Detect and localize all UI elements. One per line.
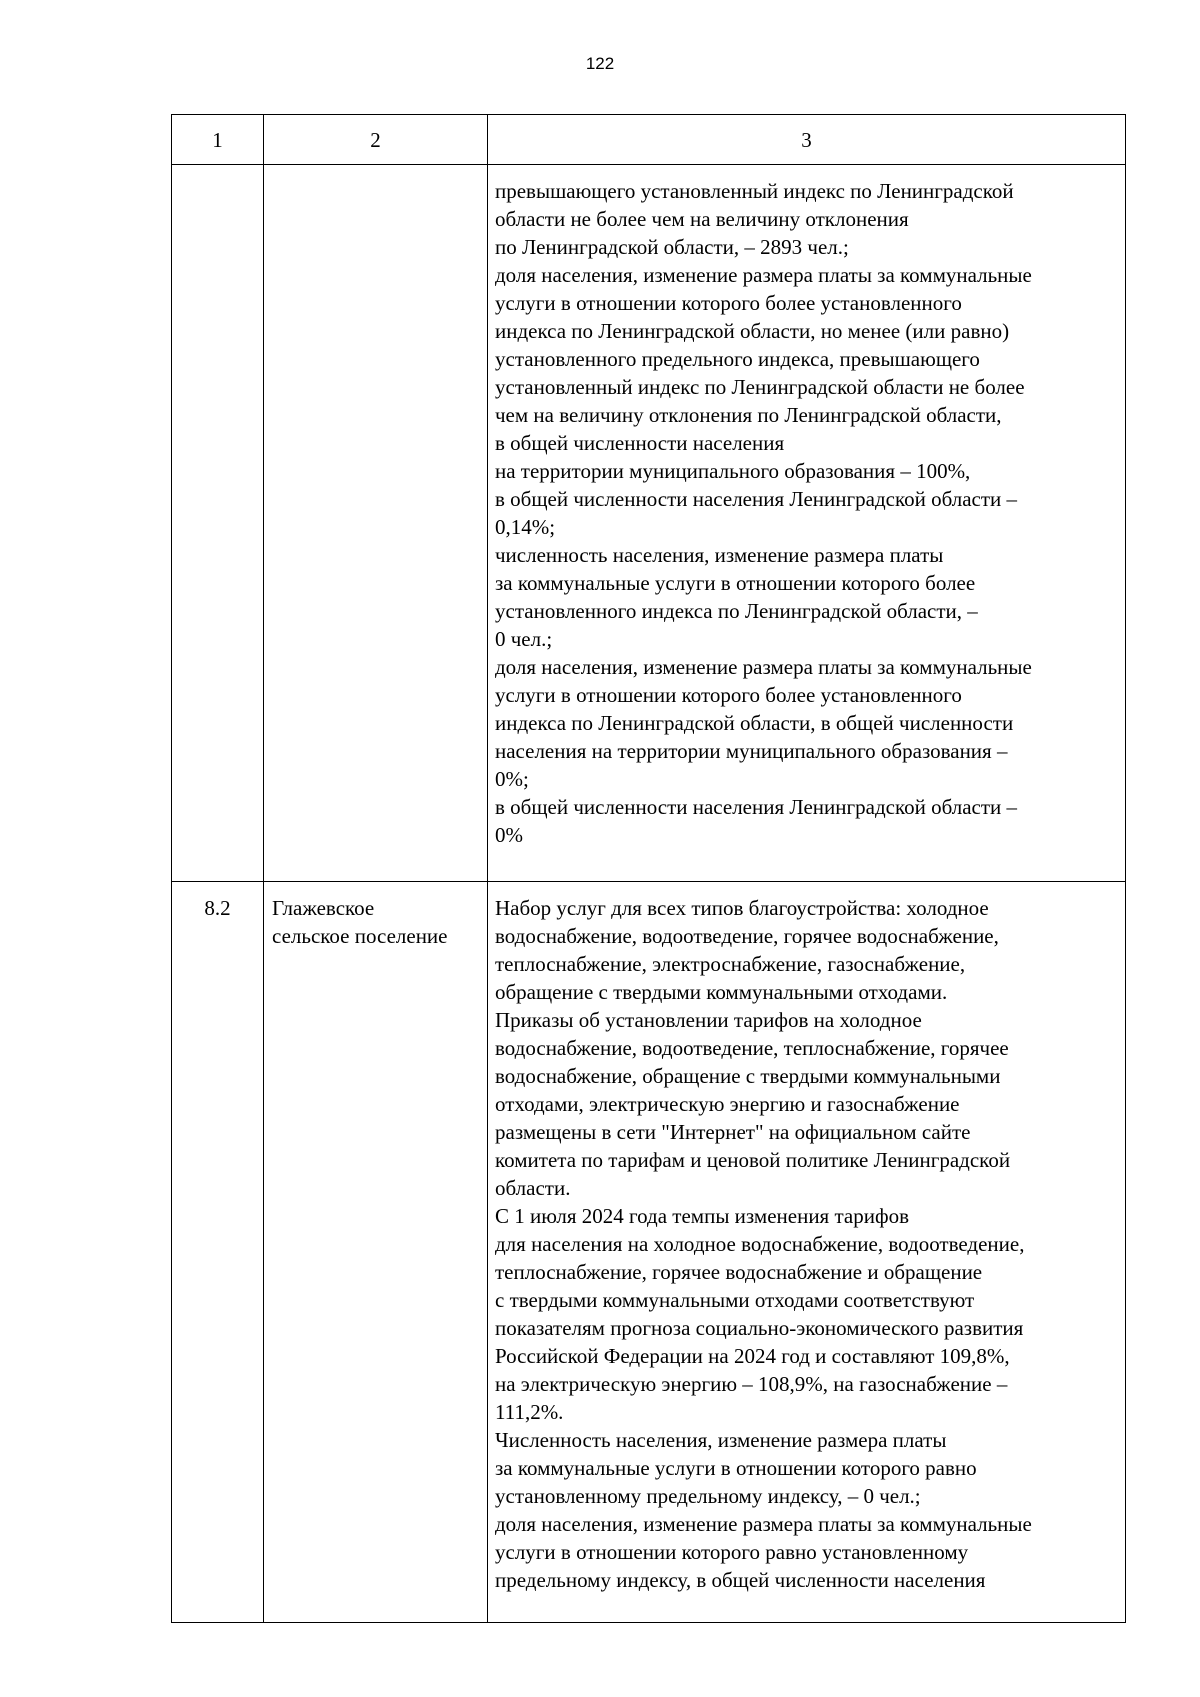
text-line: обращение с твердыми коммунальными отходами. [495, 980, 948, 1004]
text-line: установленного предельного индекса, превышающего [495, 347, 980, 371]
text-line: 0% [495, 823, 523, 847]
text-line: доля населения, изменение размера платы за коммунальные [495, 1512, 1032, 1536]
table-header-row [172, 115, 1126, 165]
text-line: за коммунальные услуги в отношении которого равно [495, 1456, 977, 1480]
text-line: установленный индекс по Ленинградской области не более [495, 375, 1025, 399]
table-row [172, 165, 1126, 882]
text-line: Приказы об установлении тарифов на холодное [495, 1008, 922, 1032]
text-line: области. [495, 1176, 571, 1200]
text-line: в общей численности населения Ленинградской области – [495, 487, 1018, 511]
text-line: отходами, электрическую энергию и газоснабжение [495, 1092, 960, 1116]
text-line: индекса по Ленинградской области, но менее (или равно) [495, 319, 1010, 343]
text-line: в общей численности населения [495, 431, 785, 455]
text-line: численность населения, изменение размера платы [495, 543, 944, 567]
text-line: индекса по Ленинградской области, в общей численности [495, 711, 1014, 735]
text-line: по Ленинградской области, – 2893 чел.; [495, 235, 849, 259]
text-line: услуги в отношении которого более установленного [495, 291, 962, 315]
description-cell [488, 882, 1126, 1623]
settlement-name-cell [264, 165, 488, 882]
text-line: услуги в отношении которого более установленного [495, 683, 962, 707]
text-line: водоснабжение, водоотведение, горячее водоснабжение, [495, 924, 999, 948]
text-line: для населения на холодное водоснабжение, водоотведение, [495, 1232, 1025, 1256]
text-line: водоснабжение, обращение с твердыми коммунальными [495, 1064, 1001, 1088]
text-line: за коммунальные услуги в отношении которого более [495, 571, 976, 595]
text-line: превышающего установленный индекс по Ленинградской [495, 179, 1014, 203]
text-line: 0 чел.; [495, 627, 553, 651]
table-row [172, 882, 1126, 1623]
text-line: области не более чем на величину отклонения [495, 207, 909, 231]
text-line: 0%; [495, 767, 529, 791]
text-line: водоснабжение, водоотведение, теплоснабжение, горячее [495, 1036, 1009, 1060]
text-line: теплоснабжение, горячее водоснабжение и обращение [495, 1260, 983, 1284]
text-line: комитета по тарифам и ценовой политике Ленинградской [495, 1148, 1011, 1172]
text-line: предельному индексу, в общей численности населения [495, 1568, 986, 1592]
text-line: в общей численности населения Ленинградской области – [495, 795, 1018, 819]
text-line: на территории муниципального образования – 100%, [495, 459, 971, 483]
text-line: доля населения, изменение размера платы за коммунальные [495, 655, 1032, 679]
text-line: услуги в отношении которого равно установленному [495, 1540, 969, 1564]
text-line: установленного индекса по Ленинградской области, – [495, 599, 978, 623]
document-table [171, 114, 1126, 1623]
text-line: населения на территории муниципального образования – [495, 739, 1008, 763]
row-number-cell [172, 165, 264, 882]
text-line: сельское поселение [272, 924, 448, 948]
text-line: с твердыми коммунальными отходами соответствуют [495, 1288, 975, 1312]
text-line: размещены в сети "Интернет" на официальном сайте [495, 1120, 971, 1144]
text-line: 111,2%. [495, 1400, 564, 1424]
description-cell [488, 165, 1126, 882]
page-number: 122 [585, 54, 615, 73]
text-line: теплоснабжение, электроснабжение, газоснабжение, [495, 952, 966, 976]
text-line: Российской Федерации на 2024 год и составляют 109,8%, [495, 1344, 1010, 1368]
text-line: чем на величину отклонения по Ленинградской области, [495, 403, 1002, 427]
column-header: 3 [488, 115, 1126, 165]
text-line: установленному предельному индексу, – 0 чел.; [495, 1484, 921, 1508]
settlement-name-cell [264, 882, 488, 1623]
text-line: С 1 июля 2024 года темпы изменения тарифов [495, 1204, 909, 1228]
text-line: доля населения, изменение размера платы за коммунальные [495, 263, 1032, 287]
text-line: показателям прогноза социально-экономического развития [495, 1316, 1024, 1340]
text-line: Глажевское [272, 896, 375, 920]
text-line: на электрическую энергию – 108,9%, на газоснабжение – [495, 1372, 1008, 1396]
column-header: 2 [264, 115, 488, 165]
text-line: Набор услуг для всех типов благоустройства: холодное [495, 896, 989, 920]
column-header: 1 [172, 115, 264, 165]
text-line: 0,14%; [495, 515, 556, 539]
text-line: Численность населения, изменение размера платы [495, 1428, 947, 1452]
row-number-cell: 8.2 [172, 882, 264, 1623]
